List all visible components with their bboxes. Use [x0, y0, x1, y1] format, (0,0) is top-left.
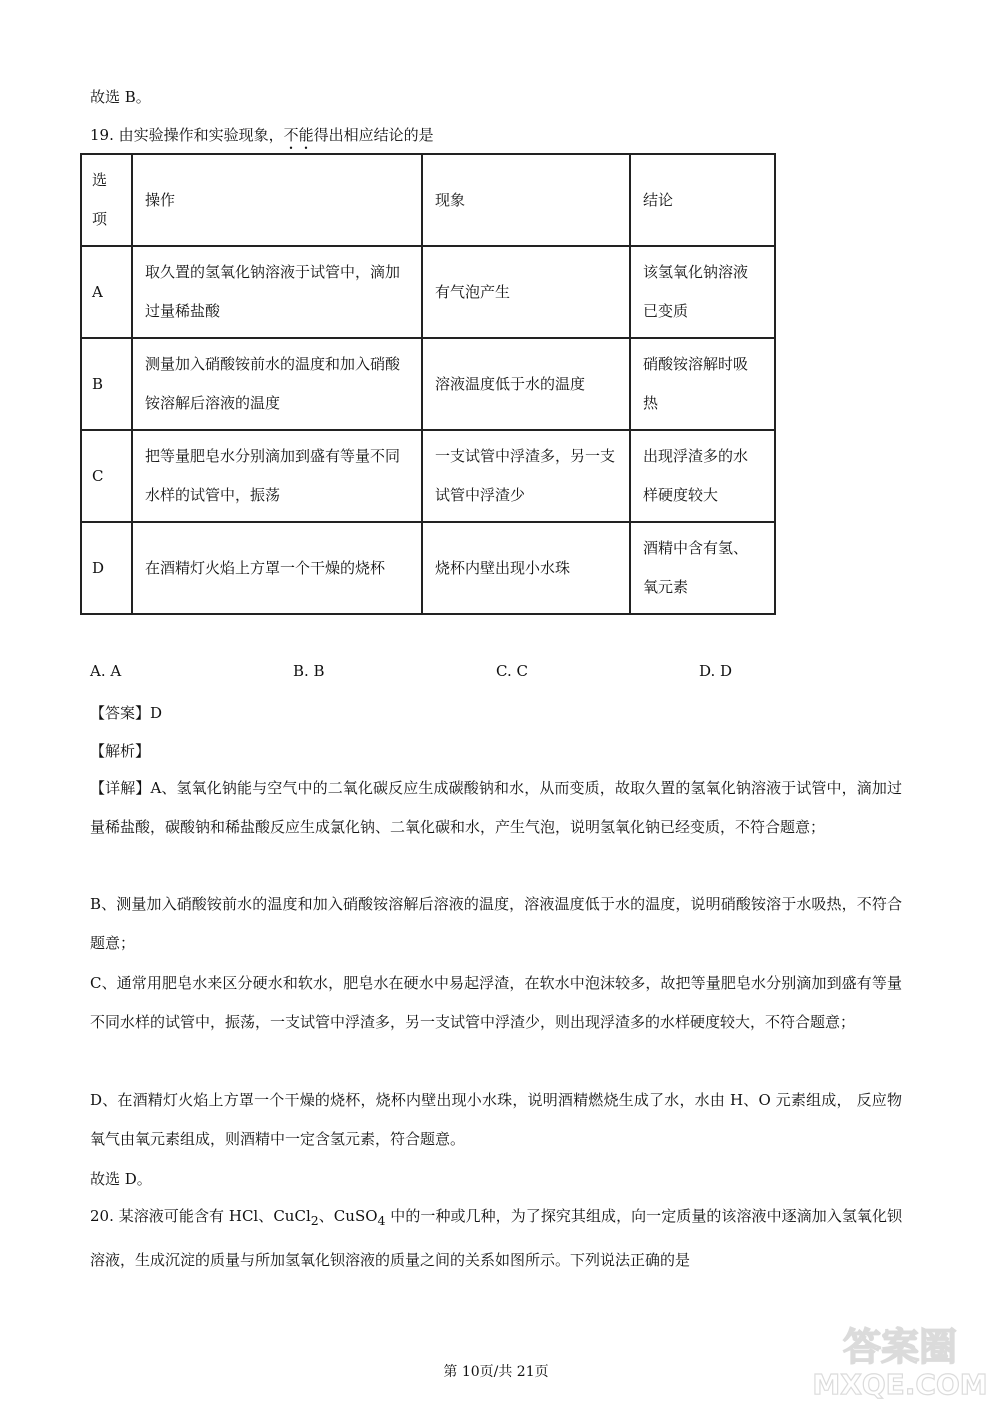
detail-paragraph-b: B、测量加入硝酸铵前水的温度和加入硝酸铵溶解后溶液的温度，溶液温度低于水的温度，说明硝酸铵溶于水吸热，不符合题意；: [90, 895, 902, 952]
question-19-conclusion: 故选 D。: [90, 1170, 152, 1188]
watermark-text-en: MXQE.COM: [812, 1368, 988, 1400]
choice-d: D. D: [699, 662, 733, 680]
row-phenomenon: 一支试管中浮渣多，另一支试管中浮渣少: [422, 430, 630, 522]
row-option: D: [81, 522, 132, 614]
detail-paragraph-a: 【详解】A、氢氧化钠能与空气中的二氧化碳反应生成碳酸钠和水，从而变质，故取久置的氢氧化钠溶液于试管中，滴加过量稀盐酸，碳酸钠和稀盐酸反应生成氯化钠、二氧化碳和水，产生气泡，说明氢氧化钠已经变质，不符合题意；: [90, 779, 902, 836]
watermark-text-cn: 答案圈: [842, 1325, 958, 1369]
table-row: [81, 338, 775, 430]
stem-emphasis: 不能: [283, 126, 314, 144]
row-option: A: [81, 246, 132, 338]
table-row: [81, 522, 775, 614]
row-phenomenon: 溶液温度低于水的温度: [422, 338, 630, 430]
answer-label: 【答案】: [90, 704, 151, 722]
row-conclusion: 出现浮渣多的水样硬度较大: [630, 430, 775, 522]
experiment-table: [80, 153, 776, 615]
stem-before: 由实验操作和实验现象，: [118, 126, 284, 144]
header-operation: 操作: [132, 154, 422, 246]
row-phenomenon: 烧杯内壁出现小水珠: [422, 522, 630, 614]
question-number: 19.: [90, 126, 114, 144]
detail-paragraph-c: C、通常用肥皂水来区分硬水和软水，肥皂水在硬水中易起浮渣，在软水中泡沫较多，故把等量肥皂水分别滴加到盛有等量不同水样的试管中，振荡，一支试管中浮渣多，另一支试管中浮渣少，则出现浮渣多的水样硬度较大，不符合题意；: [90, 974, 902, 1031]
row-option: C: [81, 430, 132, 522]
header-phenomenon: 现象: [422, 154, 630, 246]
row-operation: 在酒精灯火焰上方罩一个干燥的烧杯: [132, 522, 422, 614]
table-header-row: [81, 154, 775, 246]
question-19-stem: [90, 124, 434, 153]
question-number: 20.: [90, 1207, 114, 1225]
q20-text-2: 、CuSO: [318, 1207, 378, 1225]
row-operation: 测量加入硝酸铵前水的温度和加入硝酸铵溶解后溶液的温度: [132, 338, 422, 430]
detail-paragraph-d: D、在酒精灯火焰上方罩一个干燥的烧杯，烧杯内壁出现小水珠，说明酒精燃烧生成了水，水由 H、O 元素组成， 反应物氧气由氧元素组成，则酒精中一定含氢元素，符合题意。: [90, 1091, 902, 1148]
choice-a: A. A: [90, 662, 122, 680]
table-row: [81, 430, 775, 522]
row-conclusion: 该氢氧化钠溶液已变质: [630, 246, 775, 338]
choice-c: C. C: [496, 662, 528, 680]
header-option: 选项: [81, 154, 132, 246]
row-conclusion: 酒精中含有氢、氧元素: [630, 522, 775, 614]
row-operation: 取久置的氢氧化钠溶液于试管中，滴加过量稀盐酸: [132, 246, 422, 338]
stem-after: 得出相应结论的是: [313, 126, 434, 144]
header-conclusion: 结论: [630, 154, 775, 246]
previous-conclusion: 故选 B。: [90, 88, 151, 106]
choice-b: B. B: [293, 662, 325, 680]
q20-subscript: 2: [310, 1213, 319, 1228]
answer-value: D: [150, 704, 163, 722]
page-footer: 第 10页/共 21页: [443, 1364, 549, 1380]
q20-text-3: 中的一种或几种，为了探究其组成，向一定质量的该溶液中逐滴加入氢氧化钡溶液，生成沉淀的质量与所加氢氧化钡溶液的质量之间的关系如图所示。下列说法正确的是: [90, 1207, 902, 1269]
answer-line: [90, 702, 162, 723]
row-operation: 把等量肥皂水分别滴加到盛有等量不同水样的试管中，振荡: [132, 430, 422, 522]
row-phenomenon: 有气泡产生: [422, 246, 630, 338]
q20-subscript: 4: [377, 1213, 386, 1228]
row-conclusion: 硝酸铵溶解时吸热: [630, 338, 775, 430]
watermark-logo: [810, 1320, 990, 1400]
question-20-stem: [90, 1197, 902, 1279]
row-option: B: [81, 338, 132, 430]
q20-text-1: 某溶液可能含有 HCl、CuCl: [118, 1207, 311, 1225]
analysis-label: 【解析】: [90, 742, 151, 760]
table-row: [81, 246, 775, 338]
